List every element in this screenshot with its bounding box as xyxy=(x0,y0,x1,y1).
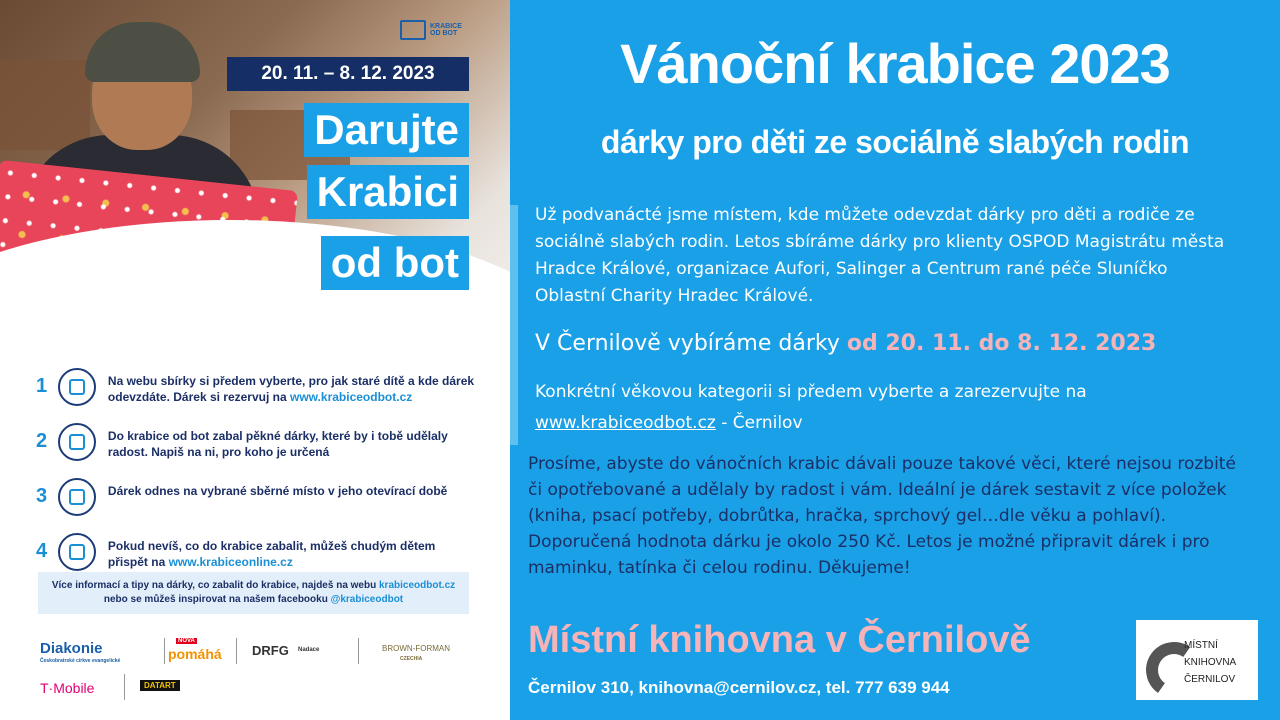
diakonie-subtitle: Českobratrské církve evangelické xyxy=(40,658,121,664)
datart-logo: DATART xyxy=(140,680,180,691)
t-mobile-logo: T·Mobile xyxy=(40,680,95,696)
nova-badge: NOVA xyxy=(178,638,195,644)
library-contact: Černilov 310, knihovna@cernilov.cz, tel. 777 639 944 xyxy=(528,678,950,697)
krabice-od-bot-logo xyxy=(400,20,462,40)
logo-line: MÍSTNÍ xyxy=(1184,640,1218,651)
more-info-box xyxy=(38,572,469,614)
step-3 xyxy=(36,478,476,533)
logo-line: KRABICE xyxy=(430,23,462,30)
child-face-icon xyxy=(58,368,96,406)
divider xyxy=(124,674,125,700)
brown-forman-logo: BROWN-FORMAN xyxy=(382,644,450,653)
krabice-od-bot-poster xyxy=(0,0,510,720)
step-1 xyxy=(36,368,476,423)
step-number: 4 xyxy=(36,540,48,562)
browser-icon xyxy=(58,533,96,571)
intro-paragraph: Už podvanácté jsme místem, kde můžete odevzdat dárky pro děti a rodiče ze sociálně slabých rodin. Letos sbíráme dárky pro klienty OSPOD Magistrátu města Hradce Králové, organizace Aufori, Salinger a Centrum rané péče Sluníčko Oblastní Charity Hradec Králové. xyxy=(535,205,1225,306)
campaign-dates: 20. 11. – 8. 12. 2023 xyxy=(227,57,469,91)
library-announcement xyxy=(510,0,1280,720)
nova-pomaha-logo: pomáhá xyxy=(168,646,222,662)
facebook-link[interactable]: @krabiceodbot xyxy=(330,594,404,605)
church-pew xyxy=(0,60,90,150)
brown-forman-subtitle: CZECHIA xyxy=(400,656,423,662)
divider xyxy=(358,638,359,664)
step-text: Do krabice od bot zabal pěkné dárky, které by i tobě udělaly radost. Napiš na ni, pro koho je určená xyxy=(107,429,448,459)
collection-dates-line xyxy=(535,327,1275,361)
info-text: nebo se můžeš inspirovat na našem facebooku xyxy=(103,594,331,605)
step-text: Na webu sbírky si předem vyberte, pro jak staré dítě a kde dárek odevzdáte. Dárek si rezervuj na xyxy=(107,374,475,404)
info-text: Více informací a tipy na dárky, co zabalit do krabice, najdeš na webu xyxy=(51,580,379,591)
step-number: 2 xyxy=(36,430,48,452)
parachute-icon xyxy=(58,478,96,516)
divider xyxy=(236,638,237,664)
logo-line: ČERNILOV xyxy=(1184,674,1236,685)
divider xyxy=(164,638,165,664)
slogan-line-3: od bot xyxy=(321,236,469,290)
drfg-logo: DRFG xyxy=(252,643,289,658)
step-number: 1 xyxy=(36,375,48,397)
step-number: 3 xyxy=(36,485,48,507)
slogan-line-1: Darujte xyxy=(304,103,469,157)
krabiceodbot-link[interactable]: www.krabiceodbot.cz xyxy=(290,390,413,404)
reservation-link[interactable]: www.krabiceodbot.cz xyxy=(535,413,716,433)
diakonie-logo: Diakonie xyxy=(40,640,103,657)
gift-box-icon xyxy=(58,423,96,461)
child-hat xyxy=(85,22,200,82)
drfg-subtitle: Nadace xyxy=(298,647,320,653)
collection-dates: od 20. 11. do 8. 12. 2023 xyxy=(846,331,1157,356)
step-2 xyxy=(36,423,476,478)
reservation-suffix: - Černilov xyxy=(715,413,803,433)
step-text: Dárek odnes na vybrané sběrné místo v jeho otevírací době xyxy=(107,484,448,498)
library-name: Místní knihovna v Černilově xyxy=(528,619,1031,661)
box-icon xyxy=(400,20,426,40)
logo-line: OD BOT xyxy=(430,30,458,37)
gift-request-paragraph: Prosíme, abyste do vánočních krabic dávali pouze takové věci, které nejsou rozbité či opotřebované a udělaly by radost i vám. Ideální je dárek sestavit z více položek (kniha, psací potřeby, dobrůtka, hračka, sprchový gel…dle věku a pohlaví). Doporučená hodnota dárku je okolo 250 Kč. Letos je možné připravit dárek i pro maminku, tatínka či celou rodinu. Děkujeme! xyxy=(528,454,1236,578)
library-logo xyxy=(1136,620,1258,700)
page-title: Vánoční krabice 2023 xyxy=(620,32,1170,95)
website-link[interactable]: krabiceodbot.cz xyxy=(379,580,456,591)
slogan-line-2: Krabici xyxy=(307,165,469,219)
collection-prefix: V Černilově vybíráme dárky xyxy=(535,331,847,356)
reservation-text: Konkrétní věkovou kategorii si předem vyberte a zarezervujte na xyxy=(535,382,1087,402)
instruction-steps xyxy=(36,368,476,588)
step-text: Pokud nevíš, co do krabice zabalit, můžeš chudým dětem přispět na xyxy=(107,539,436,569)
reservation-paragraph xyxy=(535,377,1235,439)
logo-line: KNIHOVNA xyxy=(1184,657,1237,668)
page-subtitle: dárky pro děti ze sociálně slabých rodin xyxy=(600,124,1190,160)
krabiceonline-link[interactable]: www.krabiceonline.cz xyxy=(168,555,293,569)
